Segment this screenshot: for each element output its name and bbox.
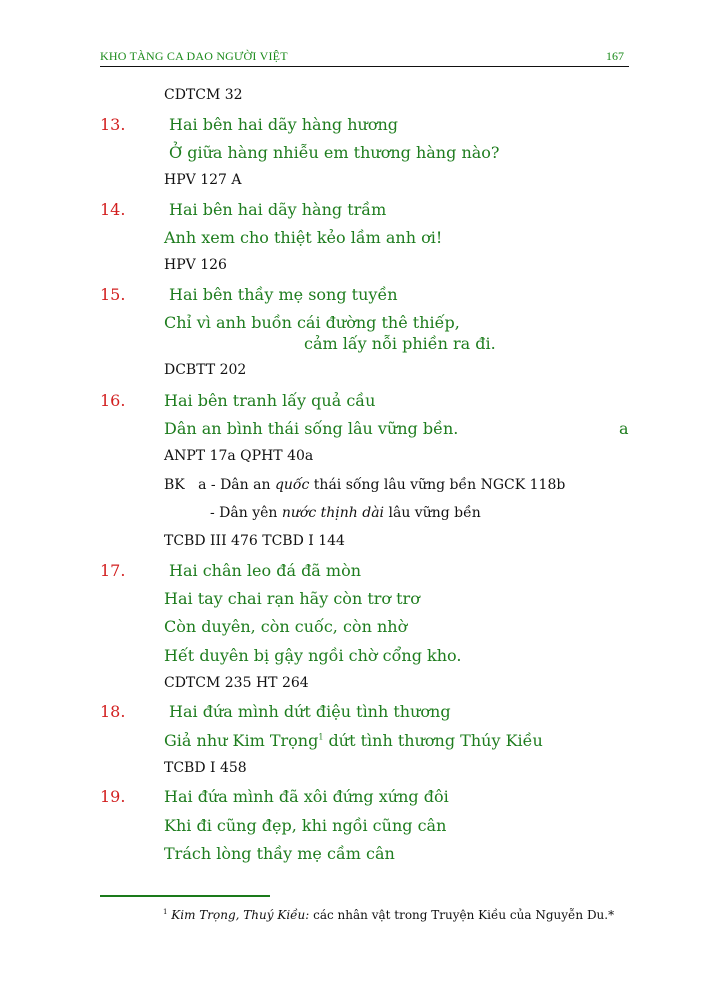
verse-line: Chỉ vì anh buồn cái đường thê thiếp,	[164, 313, 460, 332]
verse-number: 13.	[100, 115, 126, 134]
verse-line: cảm lấy nỗi phiền ra đi.	[304, 334, 496, 353]
source-reference: TCBD III 476 TCBD I 144	[164, 533, 345, 549]
verse-line: Hai đứa mình đã xôi đứng xứng đôi	[164, 787, 449, 806]
verse-number: 18.	[100, 702, 126, 721]
verse-line: Hai bên hai dãy hàng hương	[169, 115, 399, 134]
variant-text: - Dân yên	[210, 505, 278, 521]
verse-line: Hai đứa mình dứt điệu tình thương	[169, 702, 451, 721]
footnote-text: các nhân vật trong Truyện Kiều của Nguyễn Du.*	[313, 908, 615, 922]
source-reference: CDTCM 235 HT 264	[164, 675, 309, 691]
verse-number: 19.	[100, 787, 126, 806]
variant-marker: a	[619, 419, 629, 438]
verse-line: Hai bên tranh lấy quả cầu	[164, 391, 376, 410]
verse-line: Dân an bình thái sống lâu vững bền.	[164, 419, 459, 438]
source-reference: CDTCM 32	[164, 87, 243, 103]
verse-line: Hết duyên bị gậy ngồi chờ cổng kho.	[164, 646, 462, 665]
variant-note	[164, 477, 565, 493]
running-header-title: KHO TÀNG CA DAO NGƯỜI VIỆT	[100, 49, 288, 63]
variant-italic: quốc	[274, 477, 310, 493]
verse-line: Còn duyên, còn cuốc, còn nhờ	[164, 617, 408, 636]
footnote-italic: Kim Trọng, Thuý Kiều:	[171, 908, 310, 922]
footnote-ref: 1	[318, 732, 324, 742]
footnote-marker: 1	[163, 908, 168, 916]
verse-line: Khi đi cũng đẹp, khi ngồi cũng cân	[164, 816, 447, 835]
verse-line: Hai tay chai rạn hãy còn trơ trơ	[164, 589, 420, 608]
verse-number: 14.	[100, 200, 126, 219]
verse-number: 17.	[100, 561, 126, 580]
source-reference: DCBTT 202	[164, 362, 247, 378]
header-divider	[100, 66, 629, 67]
variant-note	[210, 505, 481, 521]
verse-line: Hai bên hai dãy hàng trầm	[169, 200, 387, 219]
verse-line	[164, 731, 543, 750]
variant-italic: nước thịnh dài	[281, 505, 385, 521]
verse-number: 16.	[100, 391, 126, 410]
variant-text: thái sống lâu vững bền NGCK 118b	[313, 477, 566, 493]
verse-text: Giả như Kim Trọng	[164, 731, 319, 750]
verse-line: Hai chân leo đá đã mòn	[169, 561, 362, 580]
source-reference: TCBD I 458	[164, 760, 247, 776]
footnote	[163, 908, 614, 922]
variant-text: lâu vững bền	[388, 505, 481, 521]
footnote-divider	[100, 895, 270, 897]
verse-line: Hai bên thầy mẹ song tuyền	[169, 285, 398, 304]
verse-line: Anh xem cho thiệt kẻo lầm anh ơi!	[164, 228, 443, 247]
variant-text: a - Dân an	[198, 477, 271, 493]
variant-label: BK	[164, 477, 185, 493]
verse-line: Trách lòng thầy mẹ cầm cân	[164, 844, 395, 863]
verse-text: dứt tình thương Thúy Kiều	[328, 731, 543, 750]
source-reference: HPV 126	[164, 257, 227, 273]
source-reference: HPV 127 A	[164, 172, 242, 188]
verse-number: 15.	[100, 285, 126, 304]
verse-line: Ở giữa hàng nhiễu em thương hàng nào?	[169, 143, 500, 162]
page-number: 167	[606, 49, 624, 63]
source-reference: ANPT 17a QPHT 40a	[164, 448, 314, 464]
